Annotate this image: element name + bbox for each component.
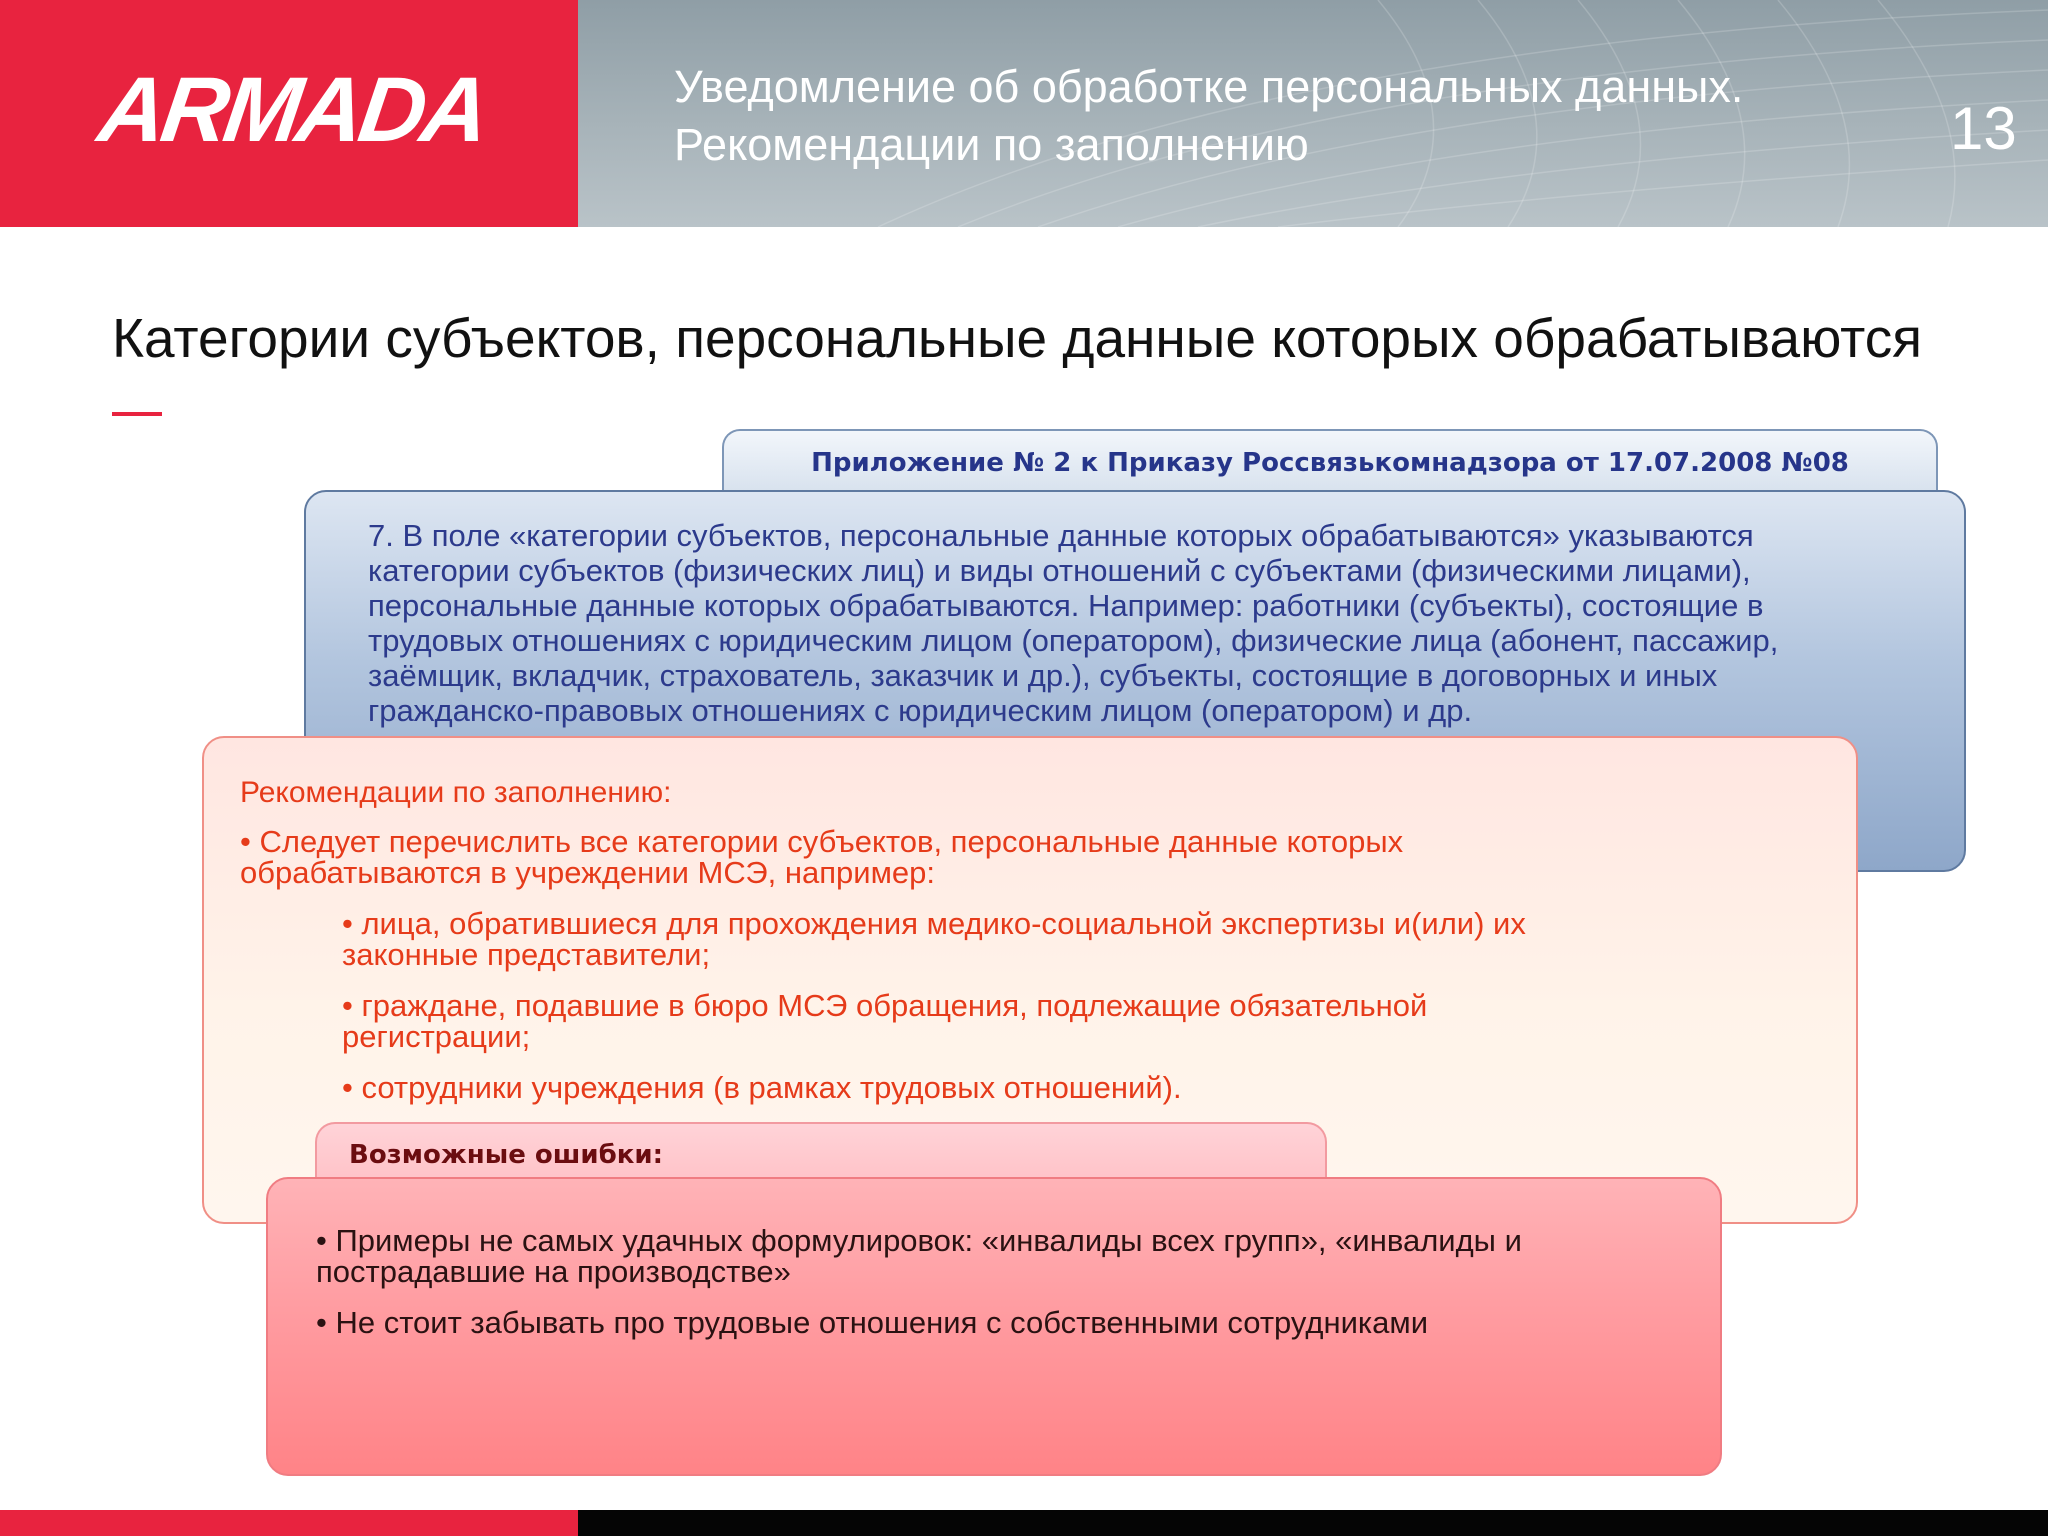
footer-black-bar [578, 1510, 2048, 1536]
appendix-line: гражданско-правовых отношениях с юридическим лицом (оператором) и др. [368, 693, 1473, 728]
recommendation-main-bullet [240, 826, 1403, 888]
error-item [316, 1307, 1428, 1338]
header-title [674, 58, 1743, 174]
appendix-tab-label: Приложение № 2 к Приказу Россвязькомнадзора от 17.07.2008 №08 [811, 448, 1849, 478]
page-number: 13 [1950, 95, 2017, 162]
header-title-line2: Рекомендации по заполнению [674, 119, 1309, 170]
appendix-line: 7. В поле «категории субъектов, персональные данные которых обрабатываются» указываются [368, 518, 1754, 553]
recommendation-item [342, 1072, 1182, 1103]
header-title-line1: Уведомление об обработке персональных данных. [674, 61, 1744, 112]
appendix-text [368, 518, 1938, 728]
recommendations-title: Рекомендации по заполнению: [240, 776, 672, 809]
error-item-line: пострадавшие на производстве» [316, 1254, 791, 1289]
armada-logo: ARMADA [92, 59, 493, 161]
error-item-line: • Не стоит забывать про трудовые отношения с собственными сотрудниками [316, 1305, 1429, 1340]
footer-red-bar [0, 1510, 578, 1536]
recommendation-item [342, 990, 1427, 1052]
recommendation-item-line: регистрации; [342, 1019, 531, 1054]
appendix-line: трудовых отношениях с юридическим лицом (оператором), физические лица (абонент, пассажир, [368, 623, 1779, 658]
appendix-line: категории субъектов (физических лиц) и виды отношений с субъектами (физическими лицами), [368, 553, 1751, 588]
error-item-line: • Примеры не самых удачных формулировок: «инвалиды всех групп», «инвалиды и [316, 1223, 1522, 1258]
title-accent-line [112, 412, 162, 416]
recommendation-item [342, 908, 1526, 970]
appendix-line: заёмщик, вкладчик, страхователь, заказчик и др.), субъекты, состоящие в договорных и иных [368, 658, 1718, 693]
recommendation-item-line: • граждане, подавшие в бюро МСЭ обращения, подлежащие обязательной [342, 988, 1428, 1023]
errors-box [266, 1177, 1722, 1476]
recommendation-main-line: • Следует перечислить все категории субъектов, персональные данные которых [240, 824, 1404, 859]
appendix-line: персональные данные которых обрабатываются. Например: работники (субъекты), состоящие в [368, 588, 1764, 623]
errors-tab-label: Возможные ошибки: [349, 1140, 664, 1170]
slide-title: Категории субъектов, персональные данные которых обрабатываются [112, 307, 1923, 369]
recommendation-item-line: • лица, обратившиеся для прохождения медико-социальной экспертизы и(или) их [342, 906, 1526, 941]
error-item [316, 1225, 1522, 1287]
recommendation-main-line: обрабатываются в учреждении МСЭ, например: [240, 855, 936, 890]
recommendation-item-line: • сотрудники учреждения (в рамках трудовых отношений). [342, 1070, 1182, 1105]
recommendation-item-line: законные представители; [342, 937, 711, 972]
